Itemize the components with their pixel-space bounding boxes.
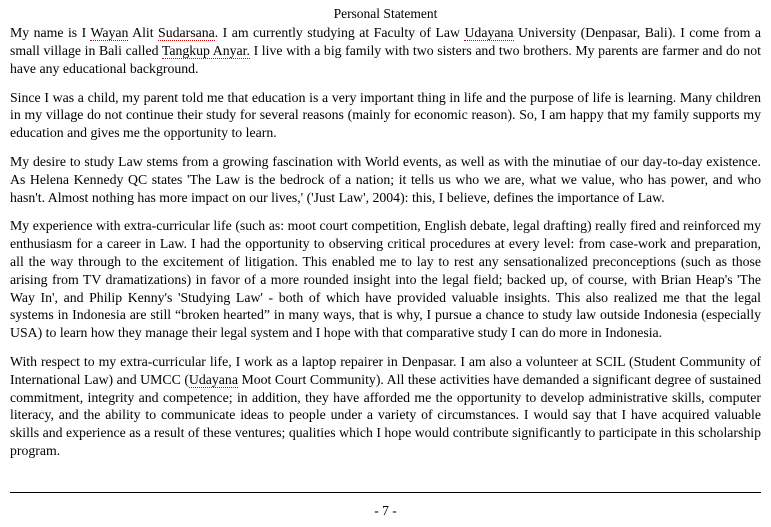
- spellcheck-word-sudarsana: Sudarsana: [158, 25, 215, 41]
- spellcheck-word-udayana-2: Udayana: [188, 371, 238, 387]
- spellcheck-word-wayan: Wayan: [90, 25, 129, 41]
- spellcheck-word-udayana: Udayana: [464, 25, 514, 41]
- paragraph-5: With respect to my extra-curricular life, I work as a laptop repairer in Denpasar. I am also a volunteer at SCIL (Student Community of International Law) and UMCC (Udayana Moot Court Community). All these activities have demanded a significant degree of sustained commitment, integrity and competence; in addition, they have afforded me the opportunity to develop administrative skills, computer literacy, and the ability to communicate ideas to people under a variety of circumstances. I would say that I have acquired valuable skills and experience as a result of these ventures; qualities which I hope would contribute significantly to participate in this scholarship program.: [10, 353, 761, 458]
- page-title: Personal Statement: [333, 6, 438, 21]
- page-number: - 7 -: [374, 503, 397, 518]
- paragraph-2: Since I was a child, my parent told me that education is a very important thing in life and the purpose of life is learning. Many children in my village do not continue their study for several reasons (mainly for economic reason). So, I am happy that my family supports my education and gives me the opportunity to learn.: [10, 89, 761, 141]
- paragraph-1: My name is I Wayan Alit Sudarsana. I am currently studying at Faculty of Law Udayana University (Denpasar, Bali). I come from a small village in Bali called Tangkup Anyar. I live with a big family with two sisters and two brothers. My parents are farmer and do not have any educational background.: [10, 25, 761, 76]
- paragraph-4: My experience with extra-curricular life (such as: moot court competition, English debate, legal drafting) really fired and reinforced my enthusiasm for a career in Law. I had the opportunity to observing critical procedures at every level: from case-work and preparation, all the way through to the excitement of litigation. This enabled me to lay to rest any sensationalized preconceptions (such as those arising from TV dramatizations) in favor of a more rounded insight into the legal field; backed up, of course, with Brian Heap's 'The Way In', and Philip Kenny's 'Studying Law' - both of which have provided valuable insights. This also realized me that the legal systems in Indonesia are still “broken hearted” in many ways, that is why, I pursue a chance to study law outside Indonesia (especially USA) to learn how they manage their legal system and I hope with that comparative study I can do more in Indonesia.: [10, 218, 761, 341]
- paragraph-3: My desire to study Law stems from a growing fascination with World events, as well as with the minutiae of our day-to-day existence. As Helena Kennedy QC states 'The Law is the bedrock of a nation; it tells us who we are, what we value, who has power, and who hasn't. Almost nothing has more impact on our lives,' ('Just Law', 2004): this, I believe, defines the importance of Law.: [10, 153, 761, 205]
- footer-divider: [10, 492, 761, 493]
- spellcheck-word-tangkup-anyar: Tangkup Anyar.: [161, 42, 250, 58]
